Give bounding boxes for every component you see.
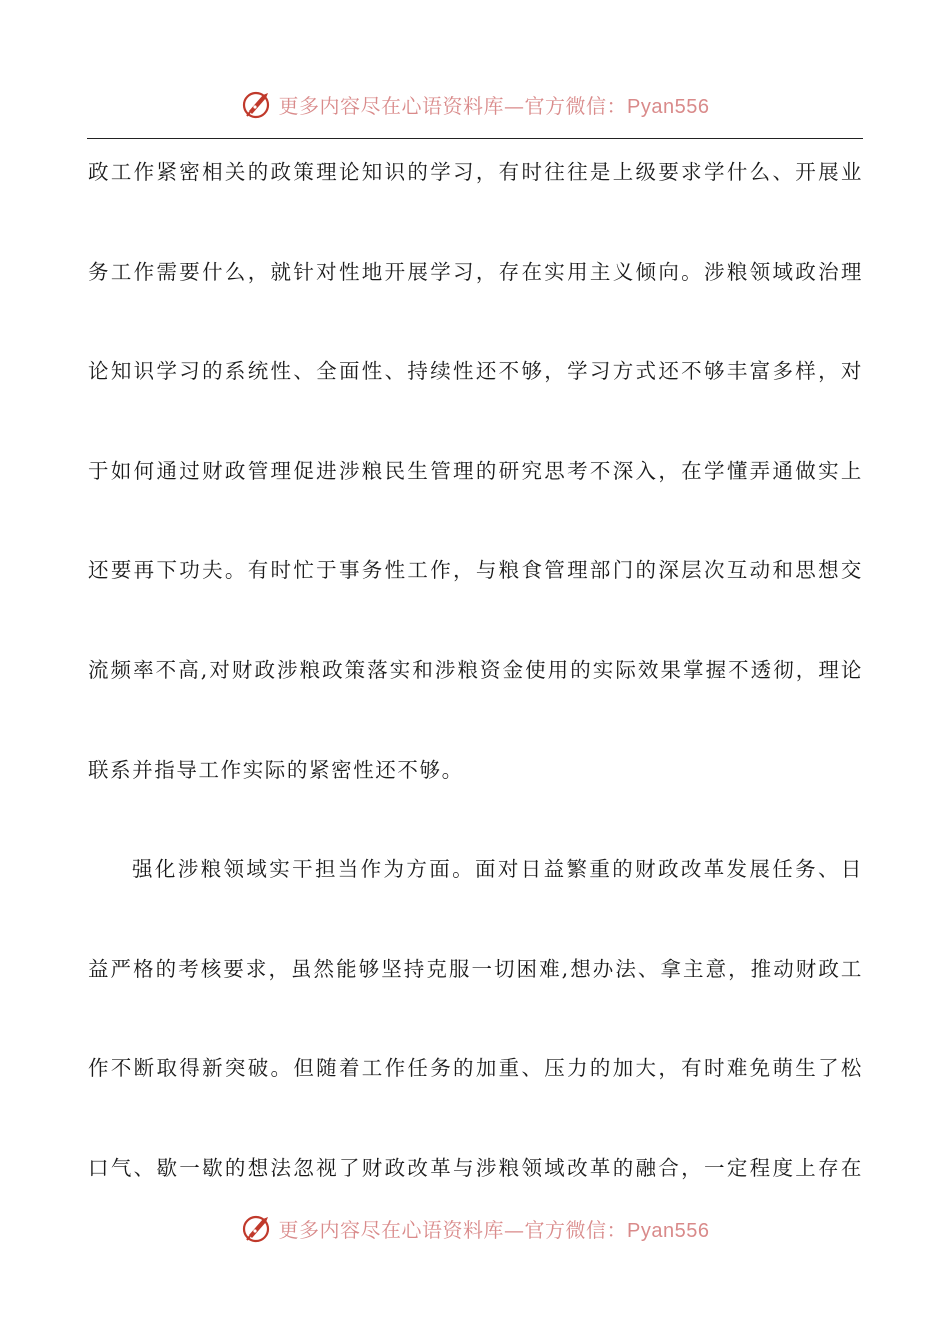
pen-nib-circle-icon xyxy=(241,87,275,121)
header-banner xyxy=(0,84,950,124)
footer-banner-text: 更多内容尽在心语资料库—官方微信：Pyan556 xyxy=(278,1217,710,1242)
paragraph-1-line-1: 政工作紧密相关的政策理论知识的学习，有时往往是上级要求学什么、开展业 xyxy=(88,160,863,184)
paragraph-1-line-6: 流频率不高,对财政涉粮政策落实和涉粮资金使用的实际效果掌握不透彻，理论 xyxy=(88,657,863,682)
header-banner-text: 更多内容尽在心语资料库—官方微信：Pyan556 xyxy=(278,93,710,118)
paragraph-2-line-1: 强化涉粮领域实干担当作为方面。面对日益繁重的财政改革发展任务、日 xyxy=(132,857,863,882)
paragraph-1-line-4: 于如何通过财政管理促进涉粮民生管理的研究思考不深入，在学懂弄通做实上 xyxy=(88,458,863,483)
paragraph-1-line-3: 论知识学习的系统性、全面性、持续性还不够，学习方式还不够丰富多样，对 xyxy=(88,359,863,384)
paragraph-2-line-4: 口气、歇一歇的想法忽视了财政改革与涉粮领域改革的融合，一定程度上存在 xyxy=(88,1155,863,1180)
document-body xyxy=(88,148,863,1244)
paragraph-1-line-2: 务工作需要什么，就针对性地开展学习，存在实用主义倾向。涉粮领域政治理 xyxy=(88,259,863,284)
header-rule xyxy=(87,138,863,139)
pen-nib-circle-icon xyxy=(241,1211,275,1245)
paragraph-1-line-7: 联系并指导工作实际的紧密性还不够。 xyxy=(88,757,464,782)
footer-banner xyxy=(0,1208,950,1248)
paragraph-1-line-5: 还要再下功夫。有时忙于事务性工作，与粮食管理部门的深层次互动和思想交 xyxy=(88,558,863,583)
paragraph-2-line-2: 益严格的考核要求，虽然能够坚持克服一切困难,想办法、拿主意，推动财政工 xyxy=(88,956,863,981)
paragraph-2-line-3: 作不断取得新突破。但随着工作任务的加重、压力的加大，有时难免萌生了松 xyxy=(88,1056,863,1081)
